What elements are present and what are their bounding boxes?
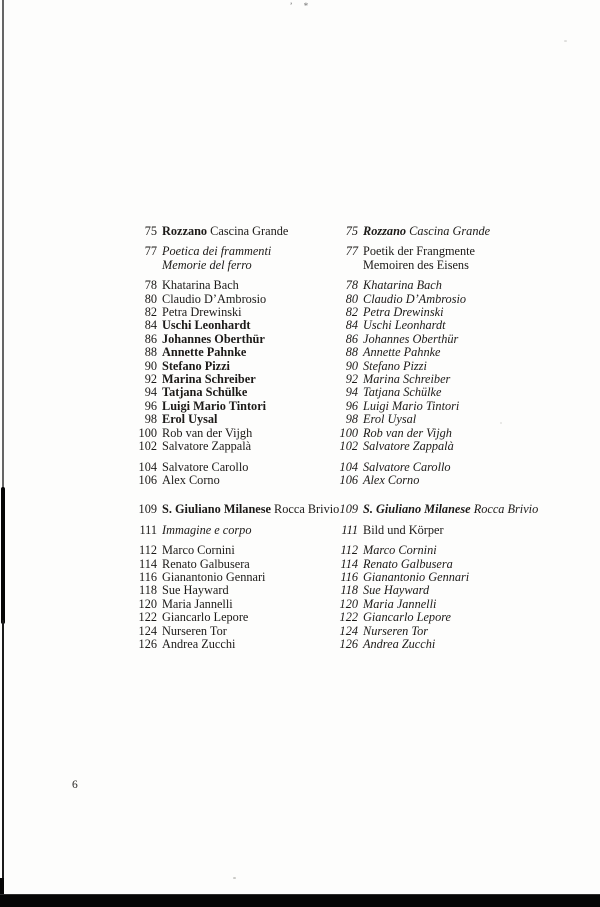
toc-entry-title: Alex Corno <box>363 472 420 487</box>
toc-entry <box>330 461 570 474</box>
toc-entry <box>128 524 340 537</box>
page-number: 6 <box>72 779 78 791</box>
toc-entry-page-number: 102 <box>138 439 157 454</box>
toc-entry-page-number: 112 <box>139 543 157 558</box>
toc-entry <box>128 360 340 373</box>
toc-entry <box>330 346 570 359</box>
toc-entry-title: Luigi Mario Tintori <box>363 398 460 413</box>
toc-entry-title: Uschi Leonhardt <box>363 318 446 333</box>
toc-entry-title: Immagine e corpo <box>162 522 252 537</box>
toc-entry-page-number: 82 <box>144 305 157 320</box>
toc-entry-title: Marina Schreiber <box>363 372 451 387</box>
toc-entry-page-number: 120 <box>138 596 157 611</box>
toc-entry <box>330 638 570 651</box>
toc-entry <box>128 598 340 611</box>
toc-entry-page-number: 104 <box>138 459 157 474</box>
toc-entry <box>128 427 340 440</box>
toc-entry-page-number: 75 <box>345 224 358 238</box>
toc-entry <box>128 386 340 399</box>
toc-entry-title: Gianantonio Gennari <box>363 569 470 584</box>
toc-entry <box>330 558 570 571</box>
toc-entry-page-number: 88 <box>345 345 358 360</box>
toc-entry-title: Annette Pahnke <box>363 345 441 360</box>
toc-entry-page-number: 94 <box>144 385 157 400</box>
toc-entry <box>330 306 570 319</box>
toc-entry-title: Alex Corno <box>162 472 220 487</box>
toc-entry-title: Renato Galbusera <box>162 556 250 571</box>
toc-entry <box>330 440 570 453</box>
toc-entry-title: Rob van der Vijgh <box>363 425 452 440</box>
toc-column-italian <box>128 225 340 651</box>
toc-entry <box>330 333 570 346</box>
toc-entry <box>330 319 570 332</box>
toc-entry-page-number: 111 <box>139 522 157 537</box>
toc-entry <box>128 373 340 386</box>
toc-entry-page-number: 80 <box>345 291 358 306</box>
toc-entry-title: Petra Drewinski <box>162 305 242 320</box>
toc-entry-title: Tatjana Schülke <box>363 385 442 400</box>
toc-entry <box>330 544 570 557</box>
toc-column-german <box>330 225 570 651</box>
toc-entry-page-number: 120 <box>339 596 358 611</box>
toc-entry-title: Johannes Oberthür <box>363 331 459 346</box>
scan-artifact-marks: ’ * <box>289 1 313 11</box>
toc-entry-title: S. Giuliano Milanese Rocca Brivio <box>162 502 340 517</box>
toc-entry-page-number: 88 <box>144 345 157 360</box>
toc-entry-page-number: 122 <box>138 610 157 625</box>
toc-entry <box>128 400 340 413</box>
toc-entry-title: Petra Drewinski <box>363 305 444 320</box>
toc-entry-page-number: 98 <box>345 412 358 427</box>
toc-entry-page-number: 80 <box>144 291 157 306</box>
toc-entry-title: Nurseren Tor <box>363 623 429 638</box>
toc-entry-title: Khatarina Bach <box>162 278 239 293</box>
toc-entry-page-number: 111 <box>341 522 358 537</box>
toc-entry-page-number: 96 <box>345 398 358 413</box>
toc-entry-title: Johannes Oberthür <box>162 331 265 346</box>
toc-entry-title: Maria Jannelli <box>363 596 437 611</box>
toc-entry <box>128 293 340 306</box>
toc-entry-page-number: 116 <box>139 569 157 584</box>
toc-entry-title: Bild und Körper <box>363 522 444 537</box>
toc-entry <box>128 544 340 557</box>
toc-entry <box>330 524 570 537</box>
toc-entry <box>128 225 340 238</box>
toc-entry <box>128 625 340 638</box>
toc-entry-page-number: 84 <box>345 318 358 333</box>
toc-entry-title: Poetica dei frammenti Memorie del ferro <box>162 244 272 272</box>
toc-entry-title: Erol Uysal <box>363 412 417 427</box>
toc-entry-page-number: 98 <box>144 412 157 427</box>
toc-entry-page-number: 116 <box>340 569 358 584</box>
toc-entry-title: Salvatore Zappalà <box>363 439 454 454</box>
toc-entry-page-number: 114 <box>139 556 157 571</box>
toc-entry <box>128 611 340 624</box>
toc-entry <box>128 558 340 571</box>
scan-edge-left-blob <box>1 487 6 624</box>
toc-entry-page-number: 92 <box>144 372 157 387</box>
toc-entry-title: Marco Cornini <box>363 543 437 558</box>
toc-entry-title: Giancarlo Lepore <box>162 610 249 625</box>
toc-entry <box>330 571 570 584</box>
toc-entry <box>128 638 340 651</box>
toc-entry <box>128 346 340 359</box>
toc-entry-title: Rozzano Cascina Grande <box>363 224 491 238</box>
toc-entry <box>330 245 570 272</box>
toc-entry <box>330 373 570 386</box>
toc-entry-page-number: 124 <box>138 623 157 638</box>
toc-entry <box>128 440 340 453</box>
toc-entry <box>128 503 340 516</box>
toc-entry-title: Marina Schreiber <box>162 372 256 387</box>
toc-entry-page-number: 82 <box>345 305 358 320</box>
toc-entry-page-number: 96 <box>144 398 157 413</box>
toc-entry-title: Giancarlo Lepore <box>363 610 452 625</box>
toc-entry <box>128 571 340 584</box>
toc-entry <box>330 427 570 440</box>
toc-entry <box>128 461 340 474</box>
toc-entry-page-number: 77 <box>144 244 157 259</box>
toc-entry-page-number: 78 <box>144 278 157 293</box>
toc-entry-page-number: 100 <box>339 425 358 440</box>
scan-edge-left-lower <box>2 620 5 907</box>
toc-entry <box>128 245 340 272</box>
toc-entry-title: Sue Hayward <box>162 583 229 598</box>
scan-speck <box>564 40 567 42</box>
toc-entry-page-number: 86 <box>345 331 358 346</box>
toc-entry <box>330 400 570 413</box>
toc-entry-title: Gianantonio Gennari <box>162 569 266 584</box>
toc-entry-page-number: 122 <box>339 610 358 625</box>
toc-entry <box>128 584 340 597</box>
toc-entry-page-number: 112 <box>340 543 358 558</box>
toc-entry-title: Renato Galbusera <box>363 556 453 571</box>
toc-entry-page-number: 106 <box>138 472 157 487</box>
toc-entry-page-number: 78 <box>345 278 358 293</box>
toc-entry-page-number: 92 <box>345 372 358 387</box>
toc-entry <box>128 474 340 487</box>
toc-entry <box>330 598 570 611</box>
toc-entry-title: Andrea Zucchi <box>363 636 436 651</box>
toc-entry-page-number: 126 <box>138 636 157 651</box>
toc-entry-title: Andrea Zucchi <box>162 636 236 651</box>
toc-entry <box>330 279 570 292</box>
toc-entry-title: Luigi Mario Tintori <box>162 398 267 413</box>
toc-entry <box>330 474 570 487</box>
toc-entry-page-number: 118 <box>139 583 157 598</box>
toc-entry-title: Tatjana Schülke <box>162 385 248 400</box>
toc-entry <box>330 584 570 597</box>
toc-entry-page-number: 124 <box>339 623 358 638</box>
toc-entry <box>330 386 570 399</box>
toc-entry <box>330 293 570 306</box>
toc-entry-title: S. Giuliano Milanese Rocca Brivio <box>363 502 539 517</box>
toc-entry <box>330 503 570 516</box>
toc-entry-page-number: 84 <box>144 318 157 333</box>
scan-speck <box>500 422 502 424</box>
toc-entry-title: Poetik der Frangmente Memoiren des Eisens <box>363 244 476 272</box>
toc-entry-page-number: 114 <box>340 556 358 571</box>
toc-entry-page-number: 86 <box>144 331 157 346</box>
toc-entry <box>128 319 340 332</box>
toc-entry-title: Rob van der Vijgh <box>162 425 253 440</box>
toc-entry-page-number: 90 <box>345 358 358 373</box>
toc-entry-page-number: 104 <box>339 459 358 474</box>
toc-entry-title: Sue Hayward <box>363 583 430 598</box>
toc-entry-page-number: 118 <box>340 583 358 598</box>
scan-edge-bottom <box>0 894 600 907</box>
toc-entry <box>330 611 570 624</box>
toc-entry-page-number: 109 <box>138 502 157 517</box>
toc-entry-title: Claudio D’Ambrosio <box>162 291 267 306</box>
toc-entry-title: Rozzano Cascina Grande <box>162 224 289 238</box>
toc-entry <box>128 413 340 426</box>
toc-entry-title: Salvatore Zappalà <box>162 439 252 454</box>
toc-entry <box>128 333 340 346</box>
toc-entry-title: Maria Jannelli <box>162 596 233 611</box>
toc-entry-page-number: 126 <box>339 636 358 651</box>
toc-entry <box>128 279 340 292</box>
toc-entry-page-number: 77 <box>345 244 358 259</box>
toc-entry-page-number: 106 <box>339 472 358 487</box>
toc-entry-page-number: 100 <box>138 425 157 440</box>
toc-entry-title: Erol Uysal <box>162 412 218 427</box>
toc-entry <box>128 306 340 319</box>
toc-entry-title: Nurseren Tor <box>162 623 227 638</box>
toc-entry-title: Claudio D’Ambrosio <box>363 291 467 306</box>
toc-entry-page-number: 109 <box>339 502 358 517</box>
scan-speck <box>233 877 236 879</box>
toc-entry-page-number: 90 <box>144 358 157 373</box>
toc-entry <box>330 225 570 238</box>
toc-entry-title: Uschi Leonhardt <box>162 318 251 333</box>
toc-entry-title: Stefano Pizzi <box>363 358 427 373</box>
toc-entry-title: Salvatore Carollo <box>162 459 249 474</box>
toc-entry-title: Annette Pahnke <box>162 345 247 360</box>
toc-entry <box>330 360 570 373</box>
toc-entry <box>330 625 570 638</box>
toc-entry-title: Stefano Pizzi <box>162 358 230 373</box>
toc-entry-page-number: 94 <box>345 385 358 400</box>
toc-entry <box>330 413 570 426</box>
toc-entry-title: Salvatore Carollo <box>363 459 451 474</box>
toc-entry-page-number: 75 <box>144 224 157 238</box>
toc-entry-title: Khatarina Bach <box>363 278 442 293</box>
toc-entry-page-number: 102 <box>339 439 358 454</box>
toc-entry-title: Marco Cornini <box>162 543 235 558</box>
